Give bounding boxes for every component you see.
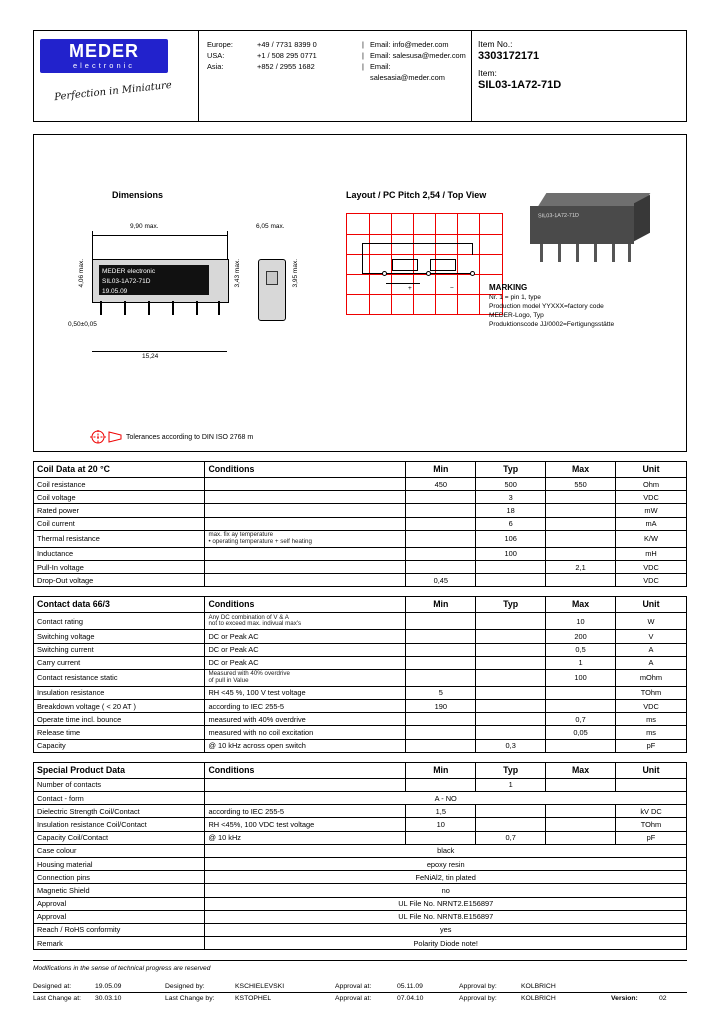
drawing-block — [33, 134, 687, 452]
table-row — [34, 656, 687, 669]
logo-signature: Perfection in Miniature — [53, 79, 173, 104]
row-max: 550 — [546, 478, 616, 491]
contact-region: USA: — [207, 51, 225, 60]
table-row — [34, 686, 687, 699]
coil-col-conditions: Conditions — [205, 462, 406, 478]
row-cond — [205, 669, 406, 686]
row-name: Switching current — [34, 643, 205, 656]
table-row — [34, 910, 687, 923]
table-row — [34, 547, 687, 560]
row-max — [546, 831, 616, 844]
row-name: Capacity — [34, 739, 205, 752]
row-max: 200 — [546, 630, 616, 643]
table-row — [34, 805, 687, 818]
row-min — [406, 560, 476, 573]
row-max — [546, 504, 616, 517]
table-row — [34, 739, 687, 752]
contact-title: Contact data 66/3 — [34, 597, 205, 613]
row-typ — [476, 574, 546, 587]
row-min: 450 — [406, 478, 476, 491]
row-max — [546, 547, 616, 560]
coil-col-max: Max — [546, 462, 616, 478]
row-unit: pF — [615, 831, 686, 844]
row-unit: VDC — [615, 491, 686, 504]
contact-cell — [199, 31, 471, 121]
row-max: 0,5 — [546, 643, 616, 656]
row-unit: VDC — [615, 700, 686, 713]
dim-length-line — [92, 235, 227, 236]
row-min: 5 — [406, 686, 476, 699]
designed-by-label: Designed by: — [165, 981, 235, 993]
table-row — [34, 643, 687, 656]
row-cond — [205, 504, 406, 517]
table-row — [34, 713, 687, 726]
row-span: black — [205, 844, 687, 857]
row-min: 190 — [406, 700, 476, 713]
relay-label-line3: 19.05.09 — [102, 288, 128, 295]
table-row — [34, 560, 687, 573]
marking-title: MARKING — [489, 283, 528, 292]
marking-line: MEDER-Logo, Typ — [489, 312, 544, 319]
row-unit: TOhm — [615, 686, 686, 699]
row-name: Thermal resistance — [34, 530, 205, 547]
contact-row — [207, 50, 467, 61]
row-typ: 18 — [476, 504, 546, 517]
row-max — [546, 818, 616, 831]
dim-capsule-label: 6,05 max. — [256, 223, 285, 230]
table-row — [34, 669, 687, 686]
designed-by-value: KSCHIELEVSKI — [235, 981, 335, 993]
row-span: Polarity Diode note! — [205, 937, 687, 950]
row-typ: 500 — [476, 478, 546, 491]
row-max — [546, 491, 616, 504]
meder-logo — [40, 39, 168, 73]
row-name: Carry current — [34, 656, 205, 669]
row-name: Number of contacts — [34, 778, 205, 791]
row-span: epoxy resin — [205, 857, 687, 870]
row-unit: V — [615, 630, 686, 643]
table-row — [34, 884, 687, 897]
row-name: Contact - form — [34, 792, 205, 805]
row-name: Reach / RoHS conformity — [34, 923, 205, 936]
coil-data-table — [33, 461, 687, 587]
row-unit: ms — [615, 726, 686, 739]
contact-sep: | — [362, 62, 364, 71]
row-max: 2,1 — [546, 560, 616, 573]
row-name: Contact resistance static — [34, 669, 205, 686]
row-min — [406, 713, 476, 726]
row-name: Connection pins — [34, 871, 205, 884]
approval-at-value: 05.11.09 — [397, 981, 459, 993]
version-value — [659, 981, 687, 993]
row-min — [406, 504, 476, 517]
contact-col-conditions: Conditions — [205, 597, 406, 613]
footer-note: Modifications in the sense of technical progress are reserved — [33, 965, 211, 973]
table-row — [34, 517, 687, 530]
row-unit: VDC — [615, 560, 686, 573]
row-typ — [476, 630, 546, 643]
approval-at-label: Approval at: — [335, 981, 397, 993]
row-name: Coil current — [34, 517, 205, 530]
row-typ — [476, 686, 546, 699]
dimensions-title: Dimensions — [112, 190, 164, 200]
row-name: Rated power — [34, 504, 205, 517]
table-row — [34, 923, 687, 936]
contact-phone: +1 / 508 295 0771 — [257, 51, 317, 60]
table-row — [34, 700, 687, 713]
row-span: A - NO — [205, 792, 687, 805]
row-typ — [476, 700, 546, 713]
row-name: Insulation resistance — [34, 686, 205, 699]
contact-col-unit: Unit — [615, 597, 686, 613]
last-change-by-value: KSTOPHEL — [235, 995, 272, 1003]
table-row — [34, 530, 687, 547]
row-min — [406, 491, 476, 504]
approval-at-label-2: Approval at: — [335, 995, 372, 1003]
row-min — [406, 643, 476, 656]
row-max — [546, 574, 616, 587]
row-unit: A — [615, 643, 686, 656]
row-cond — [205, 547, 406, 560]
table-row — [34, 792, 687, 805]
coil-col-min: Min — [406, 462, 476, 478]
row-min — [406, 831, 476, 844]
row-max — [546, 700, 616, 713]
row-min: 10 — [406, 818, 476, 831]
contact-email: Email: salesusa@meder.com — [370, 51, 466, 60]
special-col-conditions: Conditions — [205, 762, 406, 778]
item-cell — [471, 31, 686, 121]
row-unit: mH — [615, 547, 686, 560]
contact-row — [207, 61, 467, 83]
contact-col-min: Min — [406, 597, 476, 613]
approval-by-value: KOLBRICH — [521, 981, 611, 993]
row-name: Contact rating — [34, 613, 205, 630]
row-min — [406, 739, 476, 752]
row-cond — [205, 560, 406, 573]
approval-at-value-2: 07.04.10 — [397, 995, 424, 1003]
row-unit: mA — [615, 517, 686, 530]
table-row — [34, 871, 687, 884]
row-cond: RH <45%, 100 VDC test voltage — [205, 818, 406, 831]
table-row — [34, 630, 687, 643]
row-max: 1 — [546, 656, 616, 669]
contact-region: Asia: — [207, 62, 224, 71]
row-min: 0,45 — [406, 574, 476, 587]
logo-cell — [34, 31, 199, 121]
dim-pin-dia-label: 0,50±0,05 — [68, 321, 97, 328]
row-max: 100 — [546, 669, 616, 686]
row-max: 0,05 — [546, 726, 616, 739]
row-unit: A — [615, 656, 686, 669]
row-cond — [205, 491, 406, 504]
version-label-2: Version: — [611, 995, 638, 1003]
row-name: Case colour — [34, 844, 205, 857]
row-name: Approval — [34, 897, 205, 910]
row-max — [546, 778, 616, 791]
row-cond-sub: • operating temperature + self heating — [208, 537, 312, 545]
row-name: Capacity Coil/Contact — [34, 831, 205, 844]
special-col-unit: Unit — [615, 762, 686, 778]
row-name: Insulation resistance Coil/Contact — [34, 818, 205, 831]
row-typ — [476, 656, 546, 669]
table-row — [34, 504, 687, 517]
item-value: SIL03-1A72-71D — [478, 79, 562, 91]
table-row — [34, 937, 687, 950]
marking-line: Nr. 1 = pin 1, type — [489, 294, 541, 301]
row-cond: according to IEC 255-5 — [205, 805, 406, 818]
row-cond: DC or Peak AC — [205, 656, 406, 669]
dim-pinlen-label: 3,43 max. — [234, 259, 241, 288]
table-header-row — [34, 762, 687, 778]
row-max: 0,7 — [546, 713, 616, 726]
logo-sub: electronic — [72, 61, 136, 71]
projection-symbol-icon — [89, 429, 123, 445]
row-name: Coil resistance — [34, 478, 205, 491]
contact-col-typ: Typ — [476, 597, 546, 613]
row-max — [546, 686, 616, 699]
row-cond: according to IEC 255-5 — [205, 700, 406, 713]
table-row — [34, 857, 687, 870]
row-cond — [205, 613, 406, 630]
item-no-value: 3303172171 — [478, 50, 540, 62]
coil-title: Coil Data at 20 °C — [34, 462, 205, 478]
table-row — [34, 897, 687, 910]
designed-at-value: 19.05.09 — [95, 981, 165, 993]
contact-sep: | — [362, 51, 364, 60]
version-value-2: 02 — [659, 995, 667, 1003]
row-span: yes — [205, 923, 687, 936]
row-span: UL File No. NRNT2.E156897 — [205, 897, 687, 910]
tolerance-note: Tolerances according to DIN ISO 2768 m — [126, 434, 254, 441]
row-typ — [476, 818, 546, 831]
row-unit: W — [615, 613, 686, 630]
contact-phone: +49 / 7731 8399 0 — [257, 40, 317, 49]
table-row — [34, 831, 687, 844]
header — [33, 30, 687, 122]
row-cond — [205, 530, 406, 547]
approval-by-value-2: KOLBRICH — [521, 995, 556, 1003]
row-cond-main: max. fix ay temperature — [208, 531, 274, 539]
row-unit: kV DC — [615, 805, 686, 818]
last-change-by-label: Last Change by: — [165, 995, 215, 1003]
contact-region: Europe: — [207, 40, 233, 49]
row-typ — [476, 669, 546, 686]
row-typ — [476, 560, 546, 573]
dim-length-label: 9,90 max. — [130, 223, 159, 230]
contact-col-max: Max — [546, 597, 616, 613]
row-cond: measured with no coil excitation — [205, 726, 406, 739]
last-change-at-label: Last Change at: — [33, 995, 81, 1003]
table-row — [34, 726, 687, 739]
last-change-at-value: 30.03.10 — [95, 995, 122, 1003]
relay-3d-label: SIL03-1A72-71D — [537, 212, 580, 220]
table-header-row — [34, 597, 687, 613]
logo-name: MEDER — [68, 41, 139, 62]
row-cond: @ 10 kHz — [205, 831, 406, 844]
item-no-label: Item No.: — [478, 39, 513, 49]
row-typ — [476, 643, 546, 656]
relay-label — [99, 265, 209, 295]
relay-label-line1: MEDER electronic — [102, 268, 156, 275]
approval-by-label-2: Approval by: — [459, 995, 497, 1003]
row-min: 1,5 — [406, 805, 476, 818]
table-row — [34, 844, 687, 857]
row-unit: TOhm — [615, 818, 686, 831]
row-unit: Ohm — [615, 478, 686, 491]
row-name: Inductance — [34, 547, 205, 560]
row-unit: mW — [615, 504, 686, 517]
table-row — [34, 478, 687, 491]
row-name: Magnetic Shield — [34, 884, 205, 897]
row-typ — [476, 726, 546, 739]
relay-side-view — [92, 259, 229, 303]
row-name: Switching voltage — [34, 630, 205, 643]
row-typ: 0,7 — [476, 831, 546, 844]
contact-email: Email: salesasia@meder.com — [370, 62, 445, 82]
contact-data-table — [33, 596, 687, 753]
row-min — [406, 630, 476, 643]
footer-table — [33, 981, 687, 1004]
table-row — [34, 613, 687, 630]
relay-front-view — [258, 259, 286, 321]
row-unit — [615, 778, 686, 791]
footer — [33, 960, 687, 1004]
contact-email: Email: info@meder.com — [370, 40, 449, 49]
relay-pins — [92, 301, 227, 315]
relay-label-line2: SIL03-1A72-71D — [102, 278, 151, 285]
row-max: 10 — [546, 613, 616, 630]
row-typ — [476, 713, 546, 726]
ext-line — [227, 231, 228, 261]
row-min — [406, 656, 476, 669]
row-span: FeNiAl2, tin plated — [205, 871, 687, 884]
special-col-min: Min — [406, 762, 476, 778]
row-cond: @ 10 kHz across open switch — [205, 739, 406, 752]
layout-title: Layout / PC Pitch 2,54 / Top View — [346, 190, 487, 200]
version-label — [611, 981, 659, 993]
contact-sep: | — [362, 40, 364, 49]
relay-front-tab — [266, 271, 278, 285]
special-col-typ: Typ — [476, 762, 546, 778]
row-min — [406, 613, 476, 630]
contact-phone: +852 / 2955 1682 — [257, 62, 315, 71]
coil-col-typ: Typ — [476, 462, 546, 478]
row-typ — [476, 805, 546, 818]
row-cond: DC or Peak AC — [205, 643, 406, 656]
row-min — [406, 778, 476, 791]
marking-block — [489, 283, 664, 329]
row-cond — [205, 574, 406, 587]
row-name: Dielectric Strength Coil/Contact — [34, 805, 205, 818]
row-typ: 0,3 — [476, 739, 546, 752]
row-cond — [205, 778, 406, 791]
row-max — [546, 805, 616, 818]
table-row — [34, 491, 687, 504]
row-max — [546, 517, 616, 530]
table-header-row — [34, 462, 687, 478]
row-name: Drop-Out voltage — [34, 574, 205, 587]
row-name: Coil voltage — [34, 491, 205, 504]
row-name: Remark — [34, 937, 205, 950]
designed-at-label: Designed at: — [33, 981, 95, 993]
coil-col-unit: Unit — [615, 462, 686, 478]
relay-3d-view — [530, 193, 660, 273]
approval-by-label: Approval by: — [459, 981, 521, 993]
row-span: UL File No. NRNT8.E156897 — [205, 910, 687, 923]
row-cond-main: Measured with 40% overdrive — [208, 670, 290, 678]
row-typ: 106 — [476, 530, 546, 547]
row-typ — [476, 613, 546, 630]
marking-line: Production model YYXXX=factory code — [489, 303, 604, 310]
row-typ: 1 — [476, 778, 546, 791]
row-name: Housing material — [34, 857, 205, 870]
row-unit: pF — [615, 739, 686, 752]
row-name: Pull-In voltage — [34, 560, 205, 573]
footer-row — [33, 981, 687, 993]
item-label: Item: — [478, 68, 497, 78]
row-typ: 3 — [476, 491, 546, 504]
dim-pitch-label: 15,24 — [142, 353, 159, 360]
dim-height-label: 4,06 max. — [78, 259, 85, 288]
contact-row — [207, 39, 467, 50]
ext-line — [92, 231, 93, 261]
row-unit: mOhm — [615, 669, 686, 686]
row-name: Operate time incl. bounce — [34, 713, 205, 726]
row-cond — [205, 478, 406, 491]
table-row — [34, 778, 687, 791]
row-min — [406, 726, 476, 739]
row-cond-sub: not to exceed max. indivual max's — [208, 620, 302, 628]
row-unit: K/W — [615, 530, 686, 547]
footer-row — [33, 993, 687, 1005]
row-unit: VDC — [615, 574, 686, 587]
special-col-max: Max — [546, 762, 616, 778]
row-max — [546, 530, 616, 547]
row-cond: measured with 40% overdrive — [205, 713, 406, 726]
row-cond: RH <45 %, 100 V test voltage — [205, 686, 406, 699]
row-typ: 100 — [476, 547, 546, 560]
table-row — [34, 818, 687, 831]
row-cond — [205, 517, 406, 530]
row-typ: 6 — [476, 517, 546, 530]
row-min — [406, 669, 476, 686]
special-title: Special Product Data — [34, 762, 205, 778]
row-cond: DC or Peak AC — [205, 630, 406, 643]
dim-pitch-line — [92, 351, 227, 352]
row-span: no — [205, 884, 687, 897]
row-cond-sub: of pull in Value — [208, 676, 249, 684]
row-min — [406, 517, 476, 530]
row-unit: ms — [615, 713, 686, 726]
row-name: Breakdown voltage ( < 20 AT ) — [34, 700, 205, 713]
special-product-data-table — [33, 762, 687, 950]
schematic: + − — [346, 213, 501, 313]
marking-line: Produktionscode JJ/0002=Fertigungsstätte — [489, 321, 615, 328]
row-cond-main: Any DC combination of V & A — [208, 613, 289, 621]
row-name: Approval — [34, 910, 205, 923]
row-max — [546, 739, 616, 752]
row-name: Release time — [34, 726, 205, 739]
table-row — [34, 574, 687, 587]
row-min — [406, 530, 476, 547]
dim-width-label: 3,95 max. — [292, 259, 299, 288]
row-min — [406, 547, 476, 560]
